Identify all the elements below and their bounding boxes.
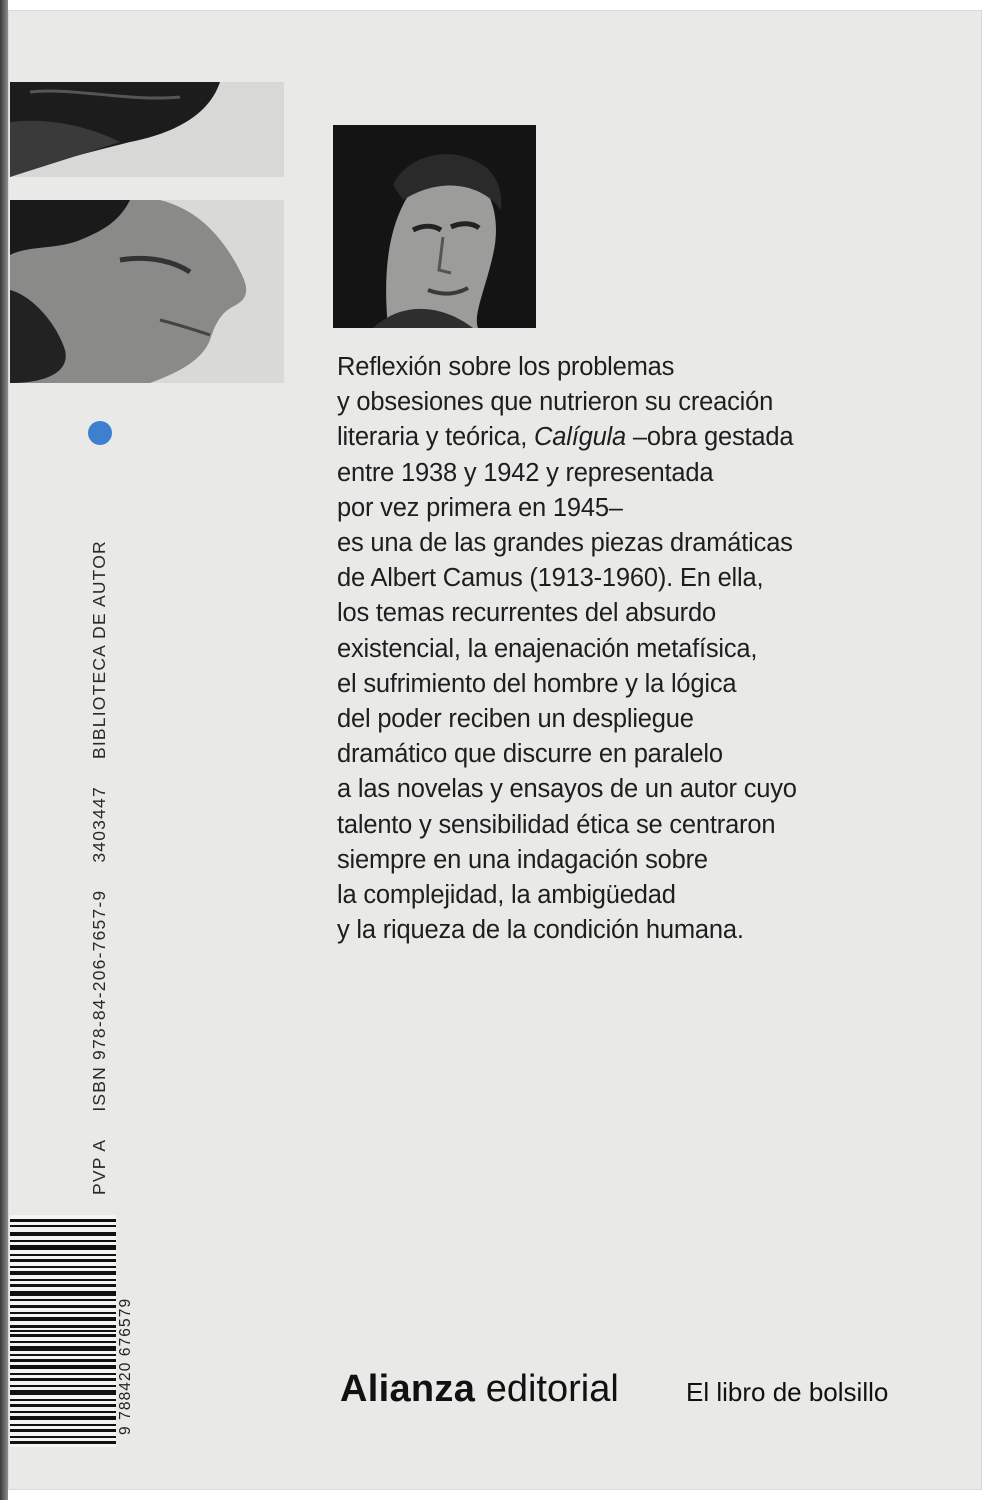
profile-photo-bottom-image (10, 200, 284, 383)
product-code: 3403447 (89, 786, 109, 863)
synopsis-line: dramático que discurre en paralelo (337, 740, 723, 769)
synopsis-line: los temas recurrentes del absurdo (337, 599, 716, 628)
synopsis-line: el sufrimiento del hombre y la lógica (337, 669, 737, 698)
profile-photo-bottom (10, 200, 284, 383)
price-code: PVP A (89, 1138, 109, 1195)
barcode (10, 1215, 116, 1447)
barcode-icon (10, 1215, 116, 1447)
series-dot-icon (88, 421, 112, 445)
author-portrait (333, 125, 536, 328)
cover-edge (0, 0, 8, 1500)
synopsis-line: del poder reciben un despliegue (337, 705, 694, 734)
synopsis-line: por vez primera en 1945– (337, 493, 623, 522)
synopsis-line: y obsesiones que nutrieron su creación (337, 388, 774, 417)
synopsis-line: de Albert Camus (1913-1960). En ella, (337, 564, 764, 593)
synopsis-line: Reflexión sobre los problemas (337, 353, 675, 381)
publisher-suffix: editorial (485, 1368, 619, 1410)
publisher-brand: Alianza (340, 1368, 476, 1410)
synopsis-line: la complejidad, la ambigüedad (337, 881, 676, 910)
synopsis-line: a las novelas y ensayos de un autor cuyo (337, 775, 797, 804)
profile-photo-top (10, 82, 284, 177)
synopsis-line: es una de las grandes piezas dramáticas (337, 529, 793, 558)
synopsis-line (337, 420, 897, 455)
barcode-number: 9 788420 676579 (117, 1297, 134, 1435)
synopsis-line: y la riqueza de la condición humana. (337, 916, 744, 945)
isbn: ISBN 978-84-206-7657-9 (89, 889, 109, 1112)
synopsis-line: entre 1938 y 1942 y representada (337, 458, 714, 487)
book-title-italic: Calígula (534, 423, 627, 452)
series-name: BIBLIOTECA DE AUTOR (89, 540, 109, 760)
author-portrait-image (333, 125, 536, 328)
synopsis-line: existencial, la enajenación metafísica, (337, 634, 758, 663)
book-synopsis (337, 350, 897, 948)
collection-name: El libro de bolsillo (686, 1377, 889, 1407)
synopsis-line: talento y sensibilidad ética se centraron (337, 810, 776, 839)
profile-photo-top-image (10, 82, 284, 177)
publisher-logo (340, 1368, 619, 1411)
synopsis-line: siempre en una indagación sobre (337, 845, 708, 874)
synopsis-text: literaria y teórica, (337, 423, 535, 452)
synopsis-text: –obra gestada (626, 423, 794, 452)
spine-info (89, 519, 110, 1195)
